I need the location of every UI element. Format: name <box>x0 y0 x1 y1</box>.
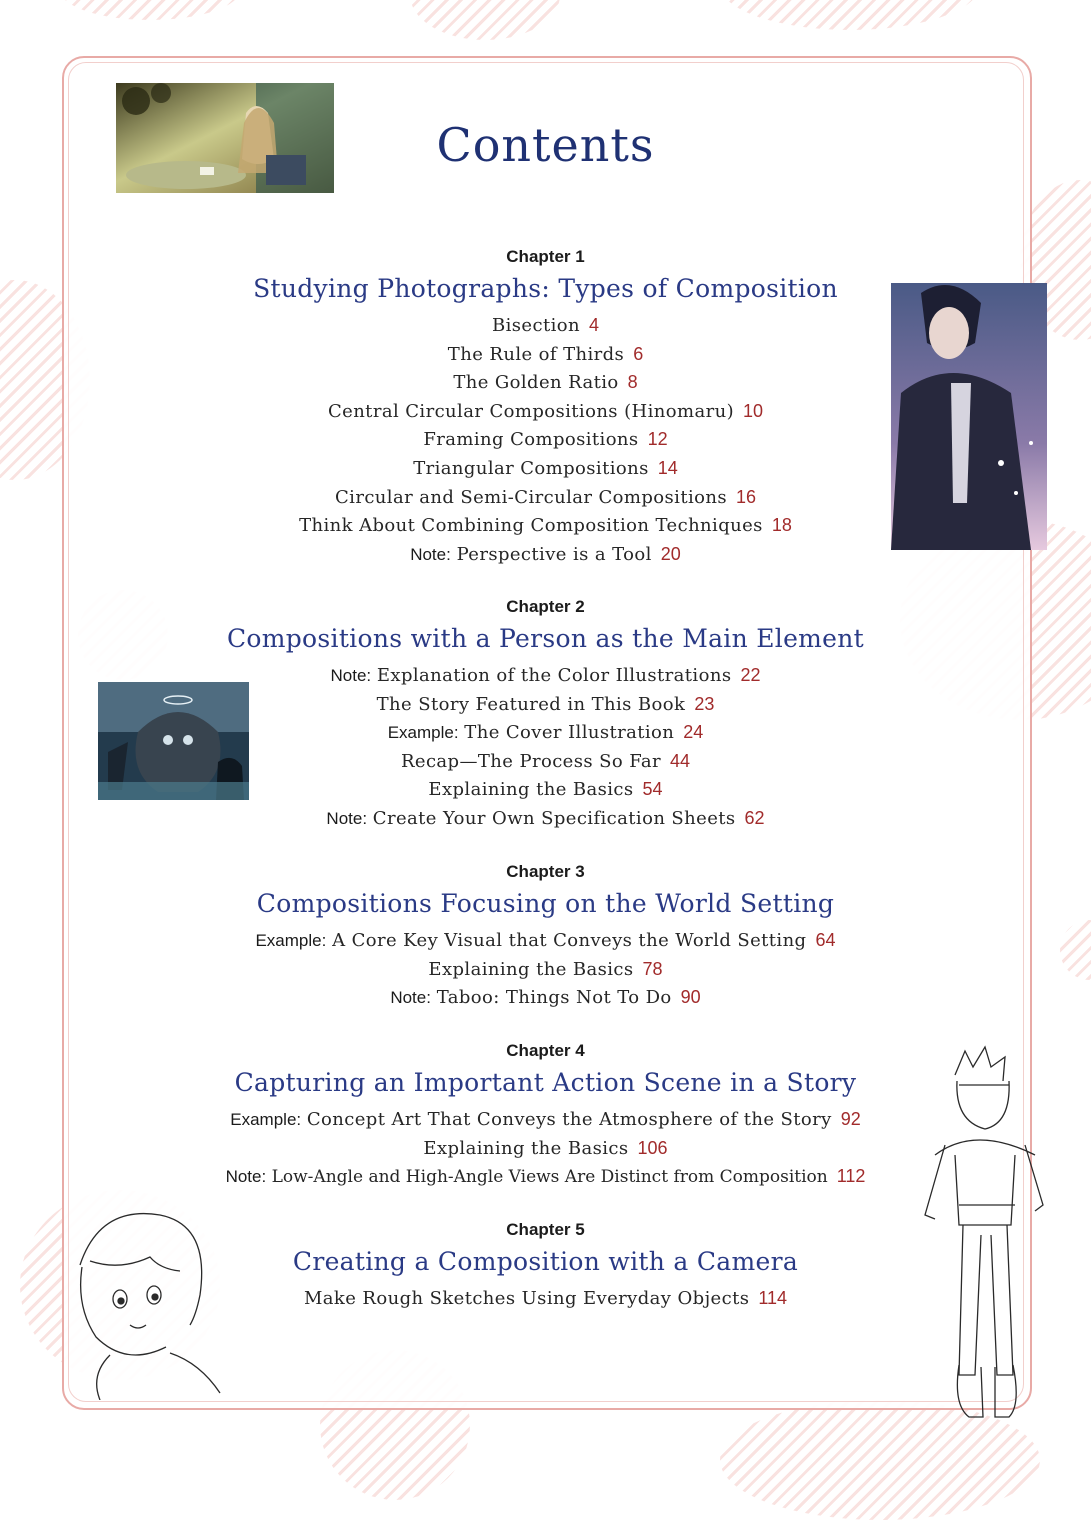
chapter-section <box>0 597 1091 833</box>
toc-entry[interactable] <box>0 454 1091 483</box>
toc-entry[interactable] <box>0 311 1091 340</box>
entry-title: Explanation of the Color Illustrations <box>376 665 732 686</box>
entry-title: Triangular Compositions <box>413 457 649 479</box>
page-number: 18 <box>771 515 792 536</box>
toc-entry[interactable] <box>0 1134 1091 1163</box>
toc-entry[interactable] <box>0 747 1091 776</box>
page-number: 78 <box>642 958 663 979</box>
toc-entry[interactable] <box>0 340 1091 369</box>
page-number: 16 <box>735 486 757 507</box>
decorative-circle <box>60 0 240 20</box>
page-number: 112 <box>836 1166 866 1187</box>
chapter-section <box>0 862 1091 1012</box>
page-number: 64 <box>815 930 836 950</box>
toc-entry[interactable] <box>0 1105 1091 1134</box>
toc-entry[interactable] <box>0 540 1091 569</box>
decorative-circle <box>720 0 980 30</box>
entry-title: A Core Key Visual that Conveys the World Setting <box>332 930 807 951</box>
page-number: 6 <box>633 343 644 364</box>
toc-entry[interactable] <box>0 718 1091 747</box>
page-number: 90 <box>680 987 701 1008</box>
toc-entry[interactable] <box>0 511 1091 540</box>
chapter-title: Studying Photographs: Types of Composition <box>253 274 838 303</box>
entry-title: Framing Compositions <box>423 429 639 451</box>
chapter-title: Creating a Composition with a Camera <box>292 1247 799 1276</box>
entry-title: The Cover Illustration <box>464 722 675 744</box>
page-number: 54 <box>642 779 663 800</box>
chapter-title: Compositions Focusing on the World Setting <box>256 889 835 918</box>
chapter-number: Chapter 2 <box>506 597 585 616</box>
entry-title: Circular and Semi-Circular Compositions <box>334 486 727 508</box>
toc-entry[interactable] <box>0 368 1091 397</box>
entry-title: Bisection <box>492 315 580 336</box>
entry-prefix: Note: <box>225 1167 267 1187</box>
entry-title: Explaining the Basics <box>428 958 634 980</box>
toc-entry[interactable] <box>0 483 1091 512</box>
entry-title: Make Rough Sketches Using Everyday Objects <box>303 1288 750 1309</box>
page-number: 4 <box>588 315 599 335</box>
toc-entry[interactable] <box>0 775 1091 804</box>
entry-title: Create Your Own Specification Sheets <box>372 807 736 829</box>
page-number: 114 <box>758 1288 788 1308</box>
toc-entry[interactable] <box>0 804 1091 833</box>
entry-prefix: Note: <box>326 808 368 828</box>
page-number: 92 <box>840 1109 861 1129</box>
entry-title: Concept Art That Conveys the Atmosphere of the Story <box>306 1109 832 1130</box>
toc-entry[interactable] <box>0 425 1091 454</box>
toc-entry[interactable] <box>0 690 1091 719</box>
entry-title: Central Circular Compositions (Hinomaru) <box>327 400 734 422</box>
chapter-section <box>0 247 1091 568</box>
toc-entry[interactable] <box>0 1284 1091 1313</box>
entry-title: The Story Featured in This Book <box>376 693 686 715</box>
entry-title: Recap—The Process So Far <box>400 750 662 772</box>
toc-entry[interactable] <box>0 397 1091 426</box>
page-title: Contents <box>436 118 655 172</box>
entry-title: Perspective is a Tool <box>456 543 652 565</box>
page-number: 10 <box>743 400 764 421</box>
entry-title: Explaining the Basics <box>423 1137 629 1159</box>
page-number: 12 <box>647 429 668 450</box>
toc-entry[interactable] <box>0 955 1091 984</box>
chapter-number: Chapter 4 <box>506 1041 585 1060</box>
chapter-number: Chapter 1 <box>506 247 585 266</box>
page-number: 62 <box>744 807 765 828</box>
entry-title: Think About Combining Composition Techniques <box>299 515 763 537</box>
chapter-section <box>0 1041 1091 1191</box>
chapter-title: Capturing an Important Action Scene in a Story <box>234 1068 857 1097</box>
page-number: 106 <box>637 1137 668 1158</box>
page-number: 14 <box>657 457 678 478</box>
entry-prefix: Example: <box>230 1110 302 1129</box>
page-number: 24 <box>683 722 704 743</box>
entry-prefix: Note: <box>410 544 451 564</box>
page-number: 44 <box>670 750 691 771</box>
chapter-number: Chapter 5 <box>506 1220 585 1239</box>
entry-prefix: Note: <box>390 988 431 1008</box>
toc-entry[interactable] <box>0 1162 1091 1191</box>
chapter-number: Chapter 3 <box>506 862 585 881</box>
entry-prefix: Example: <box>255 931 327 950</box>
entry-title: Taboo: Things Not To Do <box>436 987 672 1009</box>
page-number: 8 <box>627 372 638 393</box>
toc-entry[interactable] <box>0 661 1091 690</box>
decorative-circle <box>410 0 560 40</box>
entry-prefix: Example: <box>387 723 459 743</box>
entry-title: The Golden Ratio <box>453 372 619 394</box>
toc-entry[interactable] <box>0 983 1091 1012</box>
page-number: 20 <box>660 543 681 564</box>
entry-title: Explaining the Basics <box>428 779 634 801</box>
entry-title: Low-Angle and High-Angle Views Are Distinct from Composition <box>271 1167 828 1188</box>
chapter-title: Compositions with a Person as the Main Element <box>226 624 865 653</box>
entry-prefix: Note: <box>330 666 372 685</box>
entry-title: The Rule of Thirds <box>447 343 625 365</box>
toc-entry[interactable] <box>0 926 1091 955</box>
page-number: 23 <box>694 693 715 714</box>
page-number: 22 <box>740 665 761 685</box>
chapter-section <box>0 1220 1091 1313</box>
